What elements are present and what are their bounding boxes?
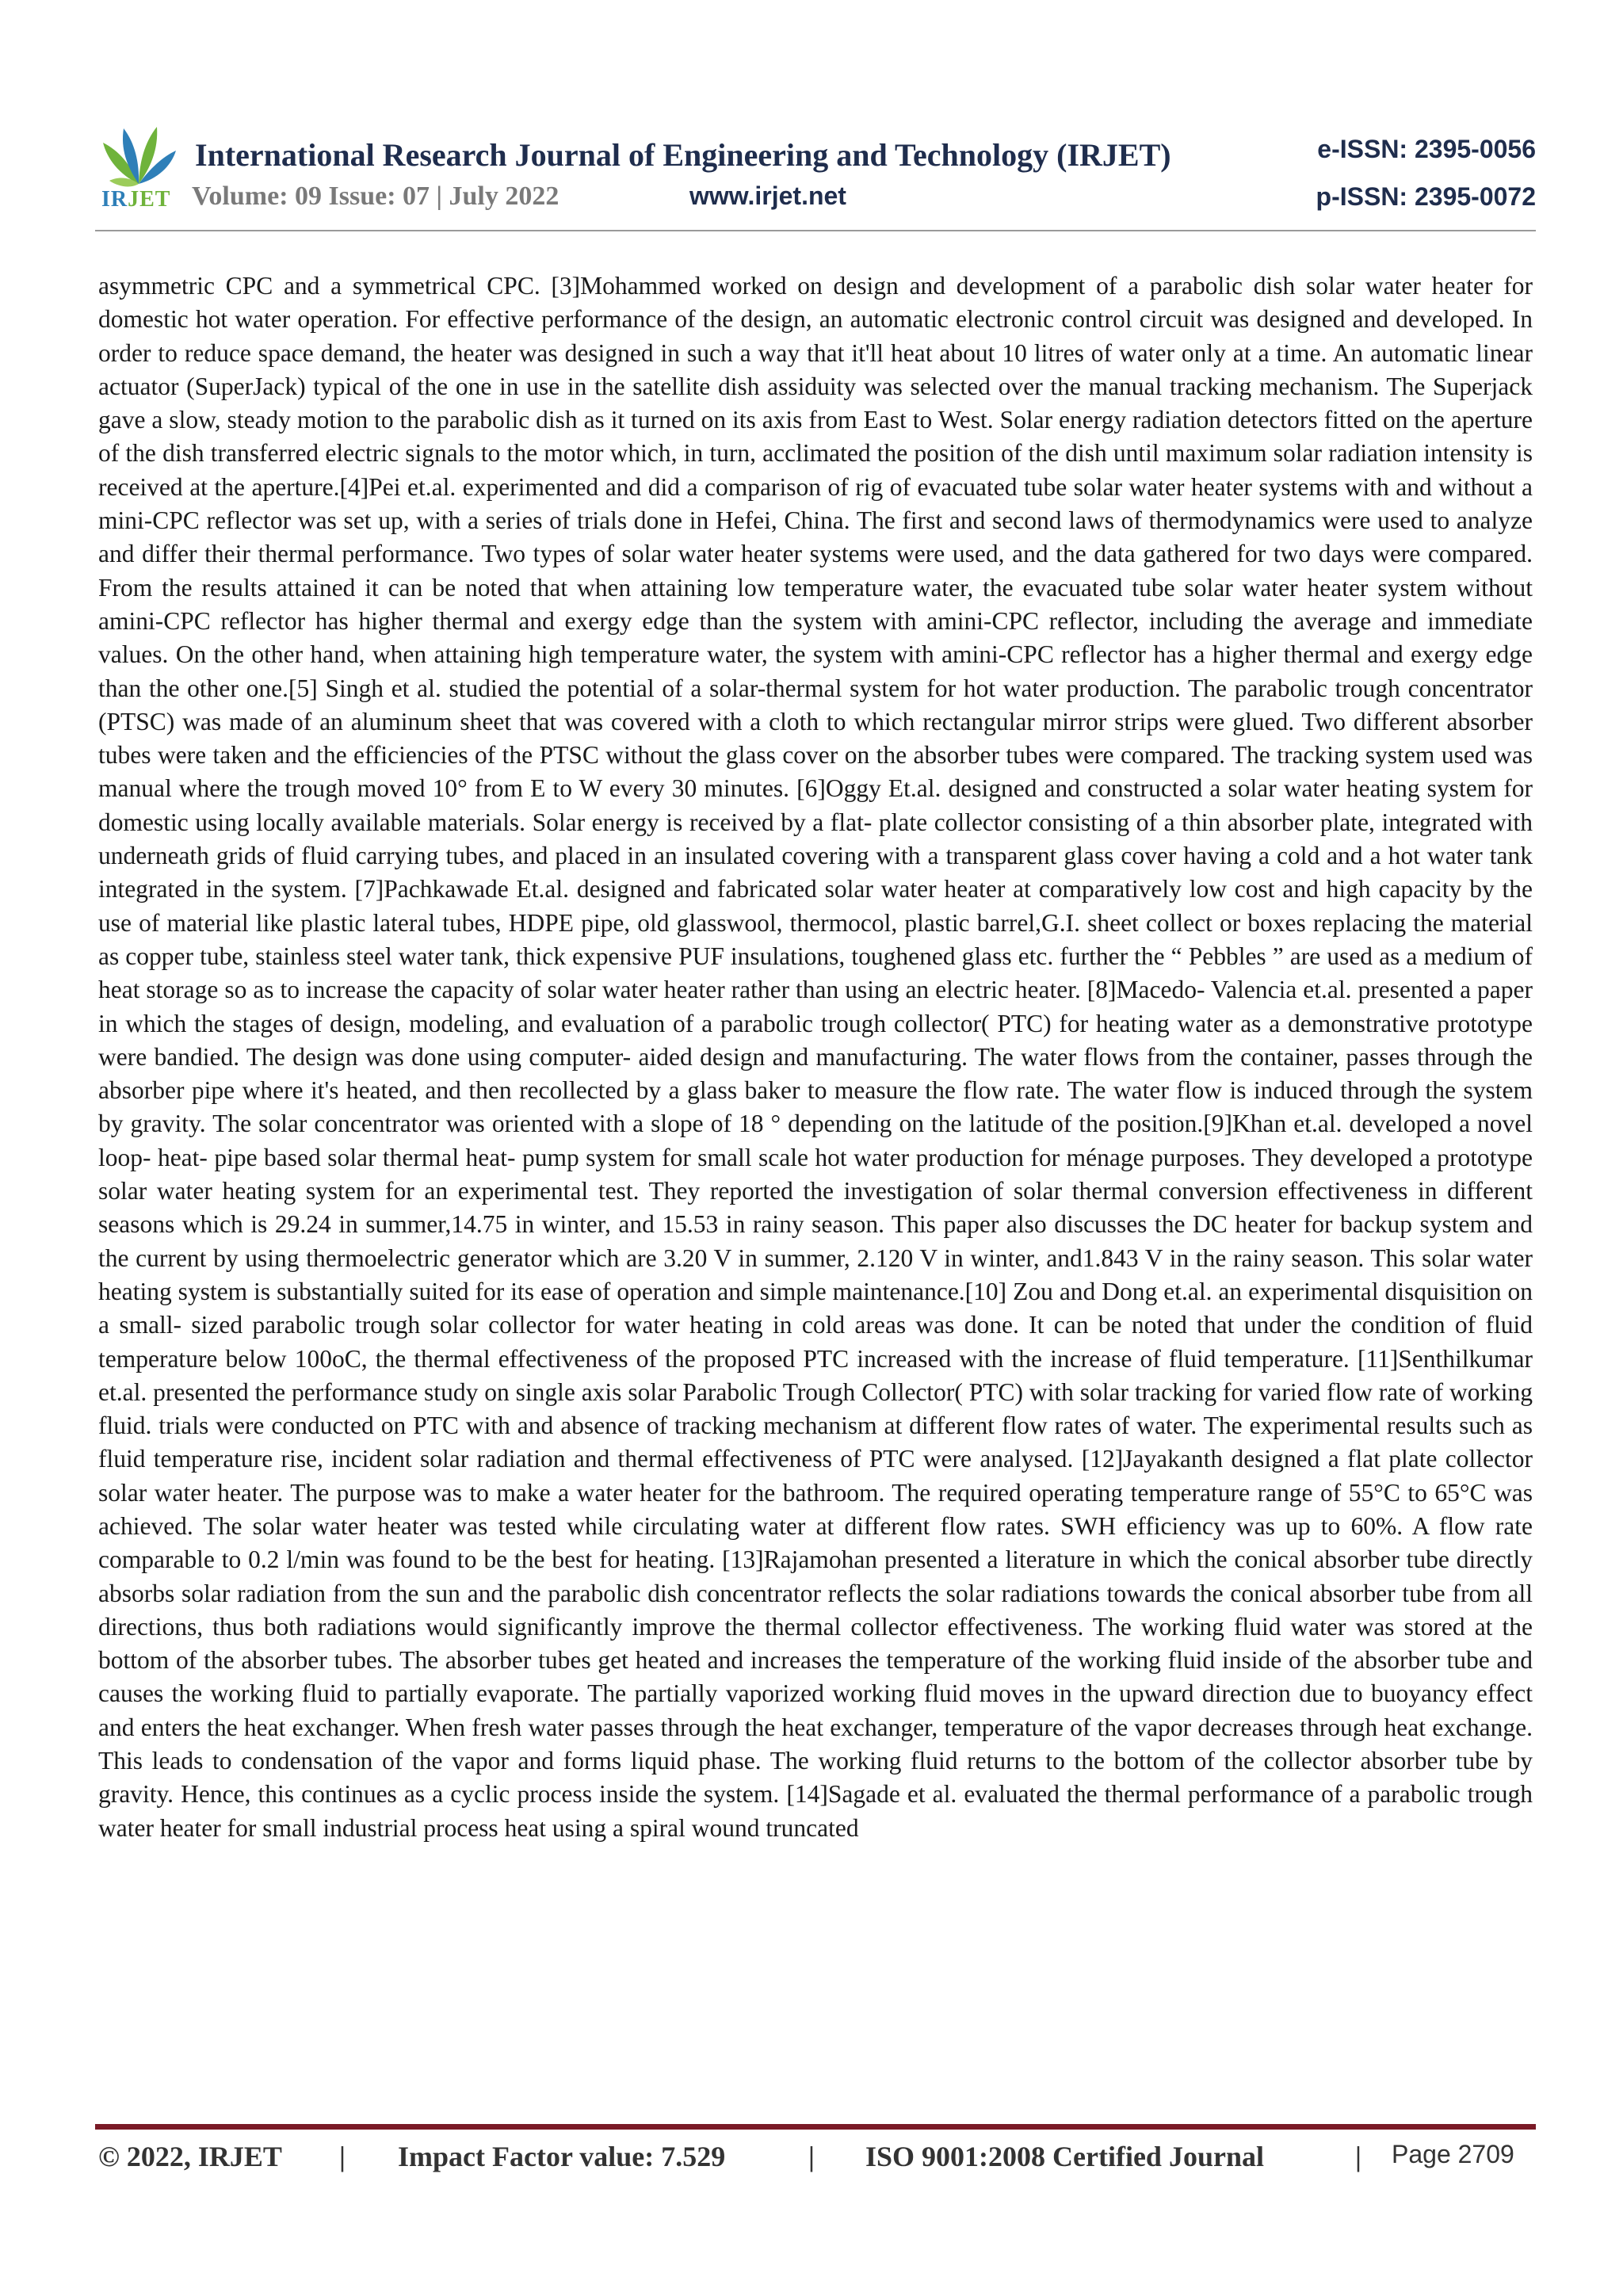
article-body [98,269,1533,1845]
footer-divider [95,2124,1536,2130]
body-paragraph: asymmetric CPC and a symmetrical CPC. [3]Mohammed worked on design and development of a parabolic dish solar water heater for domestic hot water operation. For effective performance of the design, an automatic electronic control circuit was designed and developed. In order to reduce space demand, the heater was designed in such a way that it'll heat about 10 litres of water only at a time. An automatic linear actuator (SuperJack) typical of the one in use in the satellite dish assiduity was selected over the manual tracking mechanism. The Superjack gave a slow, steady motion to the parabolic dish as it turned on its axis from East to West. Solar energy radiation detectors fitted on the aperture of the dish transferred electric signals to the motor which, in turn, acclimated the position of the dish until maximum solar radiation intensity is received at the aperture.[4]Pei et.al. experimented and did a comparison of rig of evacuated tube solar water heater systems with and without a mini-CPC reflector was set up, with a series of trials done in Hefei, China. The first and second laws of thermodynamics were used to analyze and differ their thermal performance. Two types of solar water heater systems were used, and the data gathered for two days were compared. From the results attained it can be noted that when attaining low temperature water, the evacuated tube solar water heater system without amini-CPC reflector has higher thermal and exergy edge than the system with amini-CPC reflector, including the average and immediate values. On the other hand, when attaining high temperature water, the system with amini-CPC reflector has a higher thermal and exergy edge than the other one.[5] Singh et al. studied the potential of a solar-thermal system for hot water production. The parabolic trough concentrator (PTSC) was made of an aluminum sheet that was covered with a cloth to which rectangular mirror strips were glued. Two different absorber tubes were taken and the efficiencies of the PTSC without the glass cover on the absorber tubes were compared. The tracking system used was manual where the trough moved 10° from E to W every 30 minutes. [6]Oggy Et.al. designed and constructed a solar water heating system for domestic using locally available materials. Solar energy is received by a flat- plate collector consisting of a thin absorber plate, integrated with underneath grids of fluid carrying tubes, and placed in an insulated covering with a transparent glass cover having a cold and a hot water tank integrated in the system. [7]Pachkawade Et.al. designed and fabricated solar water heater at comparatively low cost and high capacity by the use of material like plastic lateral tubes, HDPE pipe, old glasswool, thermocol, plastic barrel,G.I. sheet collect or boxes replacing the material as copper tube, stainless steel water tank, thick expensive PUF insulations, toughened glass etc. further the “ Pebbles ” are used as a medium of heat storage so as to increase the capacity of solar water heater rather than using an electric heater. [8]Macedo- Valencia et.al. presented a paper in which the stages of design, modeling, and evaluation of a parabolic trough collector( PTC) for heating water as a demonstrative prototype were bandied. The design was done using computer- aided design and manufacturing. The water flows from the container, passes through the absorber pipe where it's heated, and then recollected by a glass baker to measure the flow rate. The water flow is induced through the system by gravity. The solar concentrator was oriented with a slope of 18 ° depending on the latitude of the position.[9]Khan et.al. developed a novel loop- heat- pipe based solar thermal heat- pump system for small scale hot water production for ménage purposes. They developed a prototype solar water heating system for an experimental test. They reported the investigation of solar thermal conversion effectiveness in different seasons which is 29.24 in summer,14.75 in winter, and 15.53 in rainy season. This paper also discusses the DC heater for backup system and the current by using thermoelectric generator which are 3.20 V in summer, 2.120 V in winter, and1.843 V in the rainy season. This solar water heating system is substantially suited for its ease of operation and simple maintenance.[10] Zou and Dong et.al. an experimental disquisition on a small- sized parabolic trough solar collector for water heating in cold areas was done. It can be noted that under the condition of fluid temperature below 100oC, the thermal effectiveness of the proposed PTC increased with the increase of fluid temperature. [11]Senthilkumar et.al. presented the performance study on single axis solar Parabolic Trough Collector( PTC) with solar tracking for varied flow rate of working fluid. trials were conducted on PTC with and absence of tracking mechanism at different flow rates of water. The experimental results such as fluid temperature rise, incident solar radiation and thermal effectiveness of PTC were analysed. [12]Jayakanth designed a flat plate collector solar water heater. The purpose was to make a water heater for the bathroom. The required operating temperature range of 55°C to 65°C was achieved. The solar water heater was tested while circulating water at different flow rates. SWH efficiency was up to 60%. A flow rate comparable to 0.2 l/min was found to be the best for heating. [13]Rajamohan presented a literature in which the conical absorber tube directly absorbs solar radiation from the sun and the parabolic dish concentrator reflects the solar radiations towards the conical absorber tube from all directions, thus both radiations would significantly improve the thermal collector effectiveness. The working fluid water was stored at the bottom of the absorber tubes. The absorber tubes get heated and increases the temperature of the working fluid inside of the absorber tube and causes the working fluid to partially evaporate. The partially vaporized working fluid moves in the upward direction due to buoyancy effect and enters the heat exchanger. When fresh water passes through the heat exchanger, temperature of the vapor decreases through heat exchange. This leads to condensation of the vapor and forms liquid phase. The working fluid returns to the bottom of the collector absorber tube by gravity. Hence, this continues as a cyclic process inside the system. [14]Sagade et al. evaluated the thermal performance of a parabolic trough water heater for small industrial process heat using a spiral wound truncated [98,272,1533,1842]
journal-website[interactable]: www.irjet.net [689,181,846,210]
footer-copyright: © 2022, IRJET [98,2141,282,2172]
e-issn: e-ISSN: 2395-0056 [1317,135,1536,163]
issue-info: Volume: 09 Issue: 07 | July 2022 [192,181,559,211]
journal-title: International Research Journal of Engineering and Technology (IRJET) [195,137,1171,173]
logo-wordmark: IRJET [101,187,171,212]
footer-page-number: Page 2709 [1392,2140,1514,2168]
footer-separator: | [808,2141,815,2172]
footer-impact-factor: Impact Factor value: 7.529 [398,2141,726,2172]
footer-separator: | [339,2141,346,2172]
footer-separator: | [1355,2141,1361,2172]
header-divider [95,230,1536,231]
page-footer [98,2140,1533,2179]
footer-iso-certification: ISO 9001:2008 Certified Journal [865,2141,1264,2172]
irjet-leaf-icon [95,119,182,190]
irjet-logo [95,119,182,222]
page-header [95,119,1536,230]
p-issn: p-ISSN: 2395-0072 [1316,182,1536,211]
